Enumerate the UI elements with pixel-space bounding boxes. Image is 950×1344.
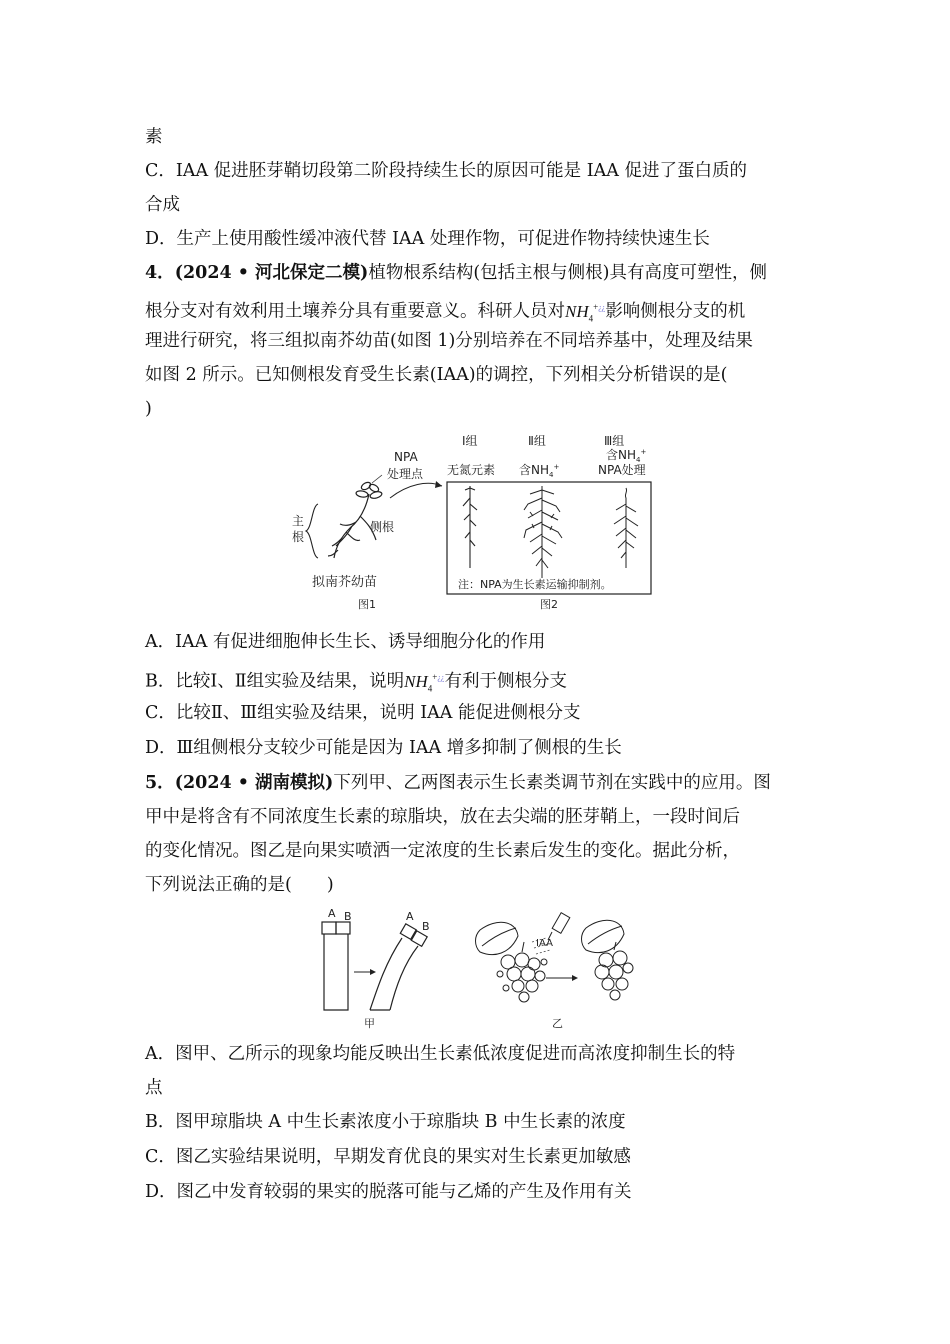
q5-option-a-line2: 点 (145, 1078, 163, 1098)
group2-title: Ⅱ组 (528, 434, 546, 448)
fig1-label: 图1 (358, 598, 376, 611)
q4-stem-line5: ) (145, 399, 152, 419)
q4-option-a[interactable]: A．IAA 有促进细胞伸长生长、诱导细胞分化的作用 (145, 632, 546, 652)
block-b2-label: B (422, 920, 430, 933)
q4-option-b-text: B．比较Ⅰ、Ⅱ组实验及结果，说明 (145, 671, 405, 692)
lateral-root-label: 侧根 (370, 520, 395, 534)
q5-stem-line3: 的变化情况。图乙是向果实喷洒一定浓度的生长素后发生的变化。据此分析， (145, 841, 740, 861)
prev-option-c-line1: C．IAA 促进胚芽鞘切段第二阶段持续生长的原因可能是 IAA 促进了蛋白质的 (145, 161, 747, 181)
q5-option-b[interactable]: B．图甲琼脂块 A 中生长素浓度小于琼脂块 B 中生长素的浓度 (145, 1112, 626, 1132)
group1-roots (463, 486, 477, 568)
q5-number: 5． (145, 773, 175, 793)
q5-stem-line1 (145, 772, 771, 794)
group2-treatment: 含$NH_4^+$ (519, 463, 560, 479)
q5-stem-line2: 甲中是将含有不同浓度生长素的琼脂块，放在去尖端的胚芽鞘上，一段时间后 (145, 807, 740, 827)
continuation-text: 素 (145, 127, 163, 147)
prev-option-d: D．生产上使用酸性缓冲液代替 IAA 处理作物，可促进作物持续快速生长 (145, 229, 710, 249)
grape-cluster-after (582, 920, 634, 1000)
q4-figure (290, 428, 660, 618)
q5-source: (2024 • 湖南模拟) (174, 773, 334, 793)
q4-option-b-text: 有利于侧根分支 (444, 671, 567, 692)
grape-cluster-before (476, 922, 548, 1002)
block-b-label: B (344, 910, 352, 923)
q4-source: (2024 • 河北保定二模) (174, 263, 369, 283)
q4-stem-text: 影响侧根分支的机 (605, 301, 746, 322)
q4-option-c[interactable]: C．比较Ⅱ、Ⅲ组实验及结果，说明 IAA 能促进侧根分支 (145, 703, 581, 723)
npa-label: NPA (394, 450, 418, 464)
q4-stem-line4: 如图 2 所示。已知侧根发育受生长素(IAA)的调控，下列相关分析错误的是( (145, 365, 728, 385)
group3-title: Ⅲ组 (604, 434, 625, 448)
group1-treatment: 无氮元素 (447, 463, 496, 477)
group2-roots (524, 486, 562, 578)
npa-point-label: 处理点 (387, 467, 424, 481)
q5-stem-line4: 下列说法正确的是( ) (145, 875, 334, 895)
prev-option-c-line2: 合成 (145, 195, 180, 215)
spray-bottle (548, 913, 570, 940)
coleoptile-bent (370, 924, 427, 1010)
q4-stem-line2 (145, 296, 745, 329)
q5-option-a-line1[interactable]: A．图甲、乙所示的现象均能反映出生长素低浓度促进而高浓度抑制生长的特 (145, 1044, 736, 1064)
q4-stem-text: 根分支对有效利用土壤养分具有重要意义。科研人员对 (145, 301, 565, 322)
q5-stem-text: 下列甲、乙两图表示生长素类调节剂在实践中的应用。图 (333, 773, 771, 793)
fig-yi-label: 乙 (552, 1017, 563, 1030)
q4-stem-line3: 理进行研究，将三组拟南芥幼苗(如图 1)分别培养在不同培养基中，处理及结果 (145, 331, 753, 351)
q4-stem-text: 植物根系结构(包括主根与侧根)具有高度可塑性，侧 (368, 263, 767, 283)
group3-treatment-2: NPA处理 (598, 463, 646, 477)
fig2-note: 注：NPA为生长素运输抑制剂。 (458, 578, 612, 591)
group1-title: Ⅰ组 (462, 434, 478, 448)
group3-roots (614, 488, 638, 568)
q4-option-d[interactable]: D．Ⅲ组侧根分支较少可能是因为 IAA 增多抑制了侧根的生长 (145, 738, 622, 758)
q4-stem-line1 (145, 262, 767, 284)
coleoptile-straight (322, 922, 350, 1010)
block-a2-label: A (406, 910, 414, 923)
seedling-label: 拟南芥幼苗 (312, 575, 378, 590)
nh4-formula: $NH_4^{+¿¿}$ (404, 671, 445, 694)
q5-option-c[interactable]: C．图乙实验结果说明，早期发育优良的果实对生长素更加敏感 (145, 1147, 631, 1167)
q5-option-d[interactable]: D．图乙中发育较弱的果实的脱落可能与乙烯的产生及作用有关 (145, 1182, 632, 1202)
group3-treatment-1: 含$NH_4^+$ (606, 448, 647, 464)
main-root-label-1: 主 (292, 514, 305, 528)
q4-number: 4． (145, 263, 175, 283)
nh4-formula: $NH_4^{+¿¿}$ (565, 301, 606, 324)
q4-option-b[interactable] (145, 666, 567, 699)
block-a-label: A (328, 907, 336, 920)
main-root-label-2: 根 (292, 530, 305, 544)
fig2-label: 图2 (540, 598, 558, 611)
fig-jia-label: 甲 (364, 1017, 375, 1030)
iaa-label: IAA (536, 938, 553, 949)
q5-figure (310, 902, 650, 1032)
